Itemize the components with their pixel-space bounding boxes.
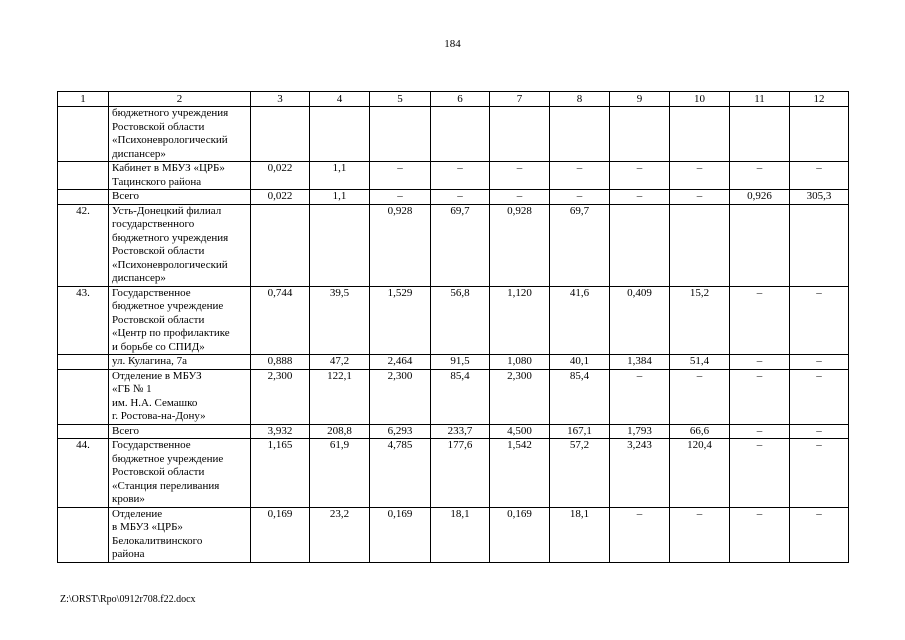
table-row	[58, 507, 849, 562]
value-cell: –	[550, 190, 610, 205]
value-cell: 1,793	[610, 424, 670, 439]
value-cell: 23,2	[310, 507, 370, 562]
value-cell: –	[610, 507, 670, 562]
row-name: Кабинет в МБУЗ «ЦРБ» Тацинского района	[109, 162, 251, 190]
value-cell: –	[431, 162, 490, 190]
header-cell: 4	[310, 92, 370, 107]
row-name: Усть-Донецкий филиал государственного бюджетного учреждения Ростовской области «Психоневрологический диспансер»	[109, 204, 251, 286]
value-cell: 1,1	[310, 190, 370, 205]
value-cell: –	[431, 190, 490, 205]
value-cell	[431, 107, 490, 162]
value-cell	[310, 107, 370, 162]
row-name: Государственное бюджетное учреждение Ростовской области «Центр по профилактике и борьбе со СПИД»	[109, 286, 251, 355]
value-cell: 167,1	[550, 424, 610, 439]
value-cell: 1,384	[610, 355, 670, 370]
value-cell: 56,8	[431, 286, 490, 355]
row-number	[58, 424, 109, 439]
row-name: Государственное бюджетное учреждение Ростовской области «Станция переливания крови»	[109, 439, 251, 508]
row-name: ул. Кулагина, 7а	[109, 355, 251, 370]
value-cell: 66,6	[670, 424, 730, 439]
table-row	[58, 286, 849, 355]
header-row	[58, 92, 849, 107]
value-cell: 69,7	[550, 204, 610, 286]
value-cell	[790, 107, 849, 162]
table-row	[58, 162, 849, 190]
value-cell: –	[790, 162, 849, 190]
value-cell: 0,169	[370, 507, 431, 562]
header-cell: 10	[670, 92, 730, 107]
row-number	[58, 162, 109, 190]
row-number	[58, 507, 109, 562]
value-cell: –	[790, 439, 849, 508]
table-row	[58, 190, 849, 205]
value-cell: –	[610, 190, 670, 205]
header-cell: 9	[610, 92, 670, 107]
value-cell: –	[790, 355, 849, 370]
value-cell: 57,2	[550, 439, 610, 508]
value-cell: 15,2	[670, 286, 730, 355]
value-cell: –	[490, 162, 550, 190]
value-cell	[670, 204, 730, 286]
value-cell: 0,926	[730, 190, 790, 205]
value-cell: 2,300	[251, 369, 310, 424]
table-row	[58, 439, 849, 508]
value-cell: –	[550, 162, 610, 190]
row-number	[58, 369, 109, 424]
value-cell: 0,928	[370, 204, 431, 286]
value-cell: 47,2	[310, 355, 370, 370]
value-cell: 2,300	[370, 369, 431, 424]
value-cell: 122,1	[310, 369, 370, 424]
value-cell: 120,4	[670, 439, 730, 508]
value-cell: 91,5	[431, 355, 490, 370]
value-cell: 1,120	[490, 286, 550, 355]
header-cell: 8	[550, 92, 610, 107]
value-cell: 177,6	[431, 439, 490, 508]
value-cell: 233,7	[431, 424, 490, 439]
table-row	[58, 424, 849, 439]
value-cell: 3,243	[610, 439, 670, 508]
header-cell: 6	[431, 92, 490, 107]
value-cell: 0,022	[251, 162, 310, 190]
value-cell: –	[670, 162, 730, 190]
value-cell: 69,7	[431, 204, 490, 286]
value-cell: 1,165	[251, 439, 310, 508]
value-cell	[790, 204, 849, 286]
page-number: 184	[444, 38, 461, 50]
data-table	[57, 91, 849, 563]
value-cell	[610, 204, 670, 286]
row-name: бюджетного учреждения Ростовской области «Психоневрологический диспансер»	[109, 107, 251, 162]
value-cell: 18,1	[431, 507, 490, 562]
value-cell: –	[490, 190, 550, 205]
value-cell: 1,542	[490, 439, 550, 508]
value-cell: 0,169	[251, 507, 310, 562]
value-cell: 40,1	[550, 355, 610, 370]
value-cell: –	[610, 162, 670, 190]
row-number: 44.	[58, 439, 109, 508]
value-cell	[251, 107, 310, 162]
value-cell: –	[790, 424, 849, 439]
value-cell: 2,464	[370, 355, 431, 370]
value-cell	[610, 107, 670, 162]
row-number: 42.	[58, 204, 109, 286]
value-cell: 0,169	[490, 507, 550, 562]
header-cell: 2	[109, 92, 251, 107]
value-cell: –	[730, 162, 790, 190]
value-cell	[730, 107, 790, 162]
header-cell: 7	[490, 92, 550, 107]
footer-file-path: Z:\ORST\Rpo\0912r708.f22.docx	[60, 594, 196, 605]
row-name: Всего	[109, 424, 251, 439]
table-body	[58, 107, 849, 563]
value-cell	[251, 204, 310, 286]
value-cell: 18,1	[550, 507, 610, 562]
value-cell: –	[610, 369, 670, 424]
value-cell: –	[670, 369, 730, 424]
row-number	[58, 355, 109, 370]
value-cell	[490, 107, 550, 162]
header-cell: 1	[58, 92, 109, 107]
value-cell: –	[730, 286, 790, 355]
value-cell: 0,744	[251, 286, 310, 355]
table-row	[58, 204, 849, 286]
row-number	[58, 107, 109, 162]
row-name: Отделение в МБУЗ «ЦРБ» Белокалитвинского района	[109, 507, 251, 562]
header-cell: 5	[370, 92, 431, 107]
row-number	[58, 190, 109, 205]
value-cell: 41,6	[550, 286, 610, 355]
value-cell: –	[790, 286, 849, 355]
value-cell: 39,5	[310, 286, 370, 355]
value-cell: 0,928	[490, 204, 550, 286]
row-name: Отделение в МБУЗ «ГБ № 1 им. Н.А. Семашко г. Ростова-на-Дону»	[109, 369, 251, 424]
value-cell	[550, 107, 610, 162]
value-cell: 51,4	[670, 355, 730, 370]
row-name: Всего	[109, 190, 251, 205]
table-row	[58, 107, 849, 162]
value-cell: 0,022	[251, 190, 310, 205]
value-cell: –	[730, 355, 790, 370]
table-row	[58, 355, 849, 370]
value-cell: –	[670, 507, 730, 562]
value-cell: –	[790, 507, 849, 562]
value-cell	[310, 204, 370, 286]
value-cell: 4,500	[490, 424, 550, 439]
value-cell	[730, 204, 790, 286]
value-cell	[670, 107, 730, 162]
value-cell: 6,293	[370, 424, 431, 439]
value-cell: 0,409	[610, 286, 670, 355]
value-cell: 4,785	[370, 439, 431, 508]
value-cell: –	[730, 439, 790, 508]
row-number: 43.	[58, 286, 109, 355]
value-cell: 305,3	[790, 190, 849, 205]
value-cell: –	[370, 162, 431, 190]
value-cell: 2,300	[490, 369, 550, 424]
header-cell: 12	[790, 92, 849, 107]
value-cell: 85,4	[550, 369, 610, 424]
value-cell: 1,1	[310, 162, 370, 190]
value-cell: 1,529	[370, 286, 431, 355]
value-cell: –	[730, 424, 790, 439]
value-cell: 0,888	[251, 355, 310, 370]
value-cell: 1,080	[490, 355, 550, 370]
value-cell: –	[670, 190, 730, 205]
value-cell	[370, 107, 431, 162]
value-cell: –	[730, 507, 790, 562]
table-row	[58, 369, 849, 424]
value-cell: 61,9	[310, 439, 370, 508]
value-cell: –	[790, 369, 849, 424]
value-cell: 3,932	[251, 424, 310, 439]
value-cell: 208,8	[310, 424, 370, 439]
header-cell: 3	[251, 92, 310, 107]
value-cell: 85,4	[431, 369, 490, 424]
value-cell: –	[730, 369, 790, 424]
header-cell: 11	[730, 92, 790, 107]
value-cell: –	[370, 190, 431, 205]
